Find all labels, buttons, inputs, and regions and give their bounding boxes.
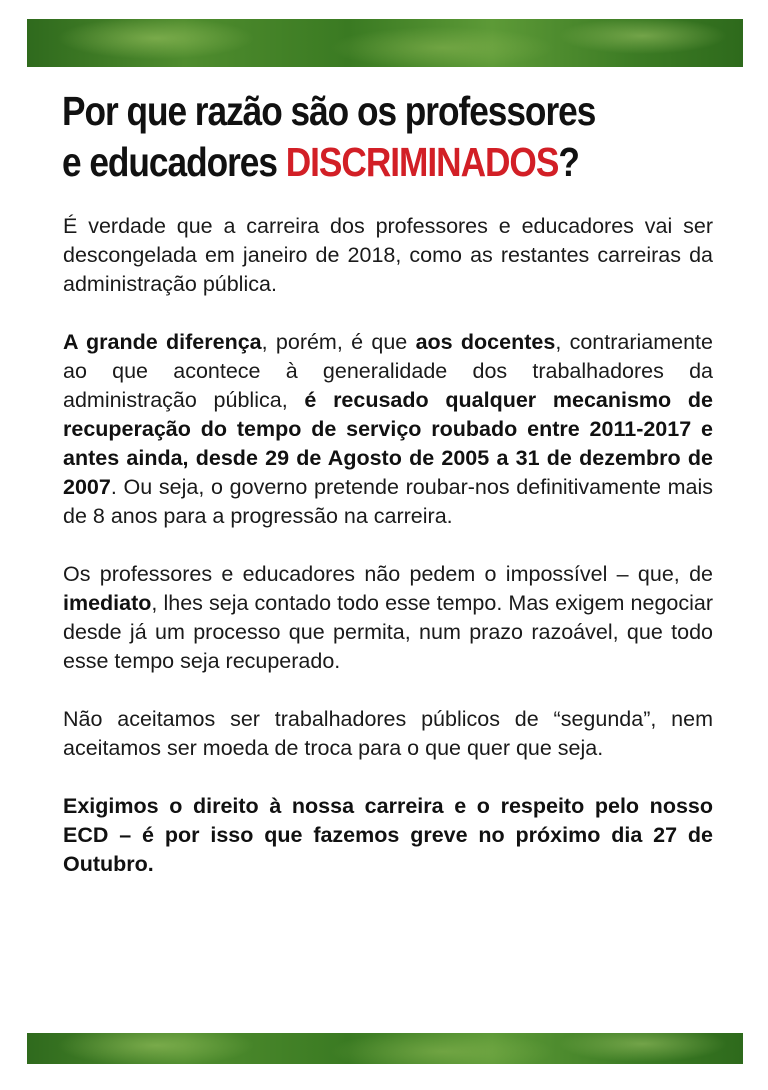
title-prefix: e educadores: [62, 139, 286, 185]
emphasis-grande-diferenca: A grande diferença: [63, 330, 262, 354]
bottom-green-banner: [27, 1033, 743, 1064]
title-line-1: Por que razão são os professores: [62, 88, 596, 134]
paragraph-1: É verdade que a carreira dos professores e educadores vai ser descongelada em janeiro de 2018, como as restantes carreiras da administração pública.: [63, 214, 713, 296]
top-green-banner: [27, 19, 743, 67]
paragraph-5: [63, 792, 713, 879]
emphasis-recusado: é recusado qualquer mecanismo de recuperação do tempo de serviço roubado entre 2011-2017 e antes ainda, desde 29 de Agosto de 2005 a 31 de dezembro de 2007: [63, 388, 713, 499]
page-title: [62, 86, 630, 188]
emphasis-aos-docentes: aos docentes: [415, 330, 556, 354]
paragraph-3-text-a: Os professores e educadores não pedem o impossível – que, de: [63, 562, 713, 586]
paragraph-2-text-b: , contrariamente ao que acontece à generalidade dos trabalhadores da administração pública,: [63, 330, 713, 412]
body-text: [63, 212, 713, 908]
title-suffix: ?: [558, 139, 579, 185]
closing-statement: Exigimos o direito à nossa carreira e o respeito pelo nosso ECD – é por isso que fazemos greve no próximo dia 27 de Outubro.: [63, 794, 713, 876]
title-line-2: [62, 137, 630, 188]
emphasis-imediato: imediato: [63, 591, 152, 615]
title-highlight: DISCRIMINADOS: [285, 139, 559, 185]
paragraph-2-text-c: . Ou seja, o governo pretende roubar-nos definitivamente mais de 8 anos para a progressão na carreira.: [63, 475, 713, 528]
paragraph-2-text-a: , porém, é que: [261, 330, 416, 354]
paragraph-2: [63, 328, 713, 531]
paragraph-4: Não aceitamos ser trabalhadores públicos de “segunda”, nem aceitamos ser moeda de troca para o que quer que seja.: [63, 707, 713, 760]
paragraph-3: [63, 560, 713, 676]
paragraph-3-text-b: , lhes seja contado todo esse tempo. Mas exigem negociar desde já um processo que permita, num prazo razoável, que todo esse tempo seja recuperado.: [63, 591, 713, 673]
